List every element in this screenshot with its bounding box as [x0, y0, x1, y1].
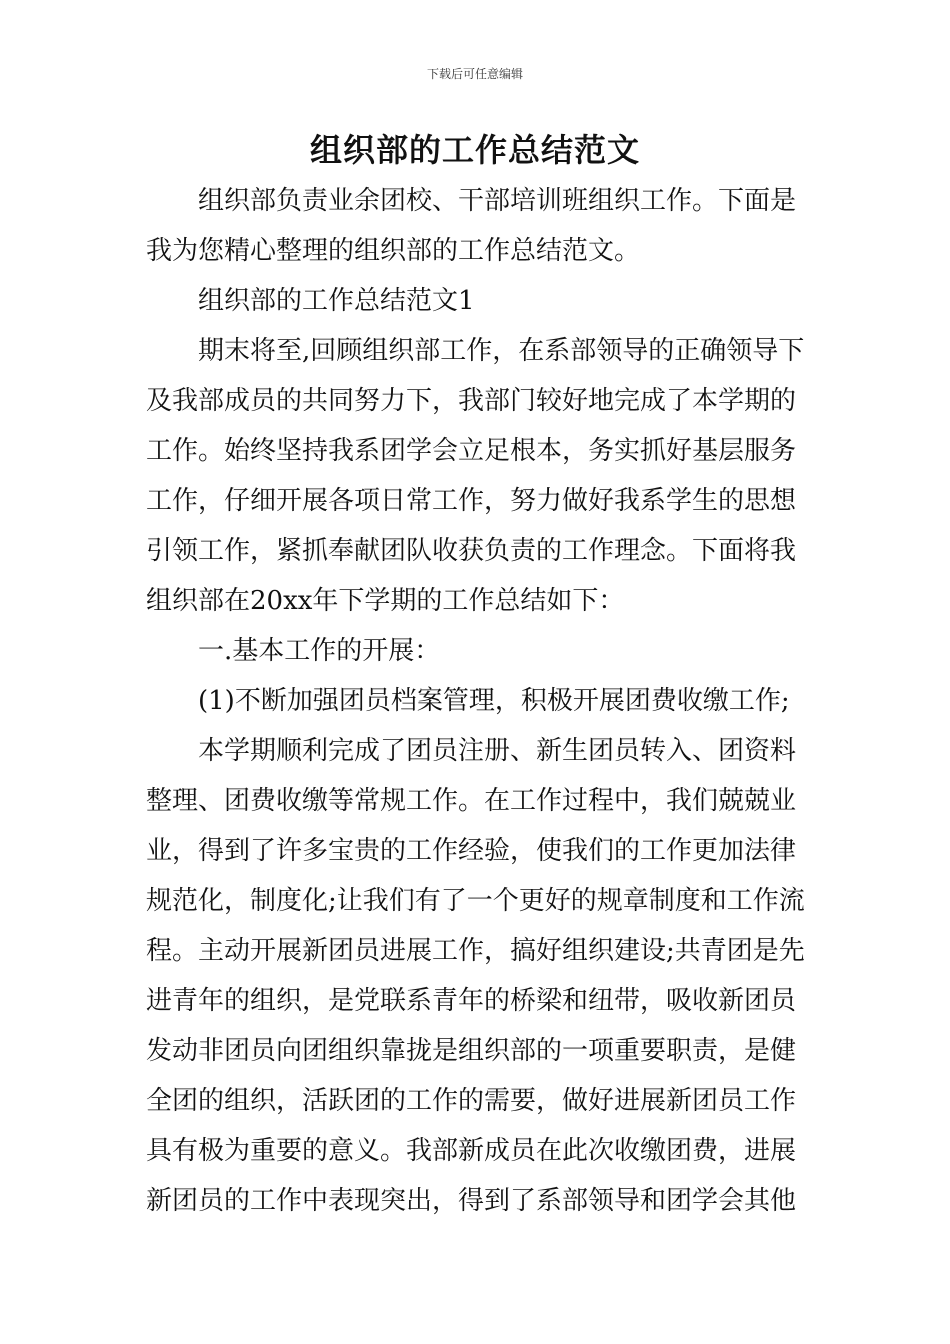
body-line: 新团员的工作中表现突出，得到了系部领导和团学会其他: [146, 1186, 797, 1216]
body-line: 组织部的工作总结范文1: [198, 286, 475, 316]
body-line: 本学期顺利完成了团员注册、新生团员转入、团资料: [198, 736, 797, 766]
body-line: 一.基本工作的开展：: [198, 636, 441, 666]
body-line: 期末将至,回顾组织部工作，在系部领导的正确领导下: [198, 336, 805, 366]
header-note: 下载后可任意编辑: [426, 67, 523, 81]
body-line: 组织部在20xx年下学期的工作总结如下：: [146, 586, 625, 616]
body-line: 引领工作，紧抓奉献团队收获负责的工作理念。下面将我: [146, 536, 797, 566]
body-line: 发动非团员向团组织靠拢是组织部的一项重要职责，是健: [146, 1036, 797, 1066]
body-line: 工作，仔细开展各项日常工作，努力做好我系学生的思想: [146, 486, 797, 516]
body-line: 全团的组织，活跃团的工作的需要，做好进展新团员工作: [146, 1086, 797, 1116]
body-line: 及我部成员的共同努力下，我部门较好地完成了本学期的: [146, 386, 797, 416]
document-title: 组织部的工作总结范文: [309, 131, 640, 169]
document-body: [146, 176, 806, 1226]
body-line: 具有极为重要的意义。我部新成员在此次收缴团费，进展: [146, 1136, 797, 1166]
body-line: (1)不断加强团员档案管理，积极开展团费收缴工作;: [198, 686, 790, 716]
body-line: 工作。始终坚持我系团学会立足根本，务实抓好基层服务: [146, 436, 797, 466]
body-line: 规范化，制度化;让我们有了一个更好的规章制度和工作流: [146, 886, 805, 916]
body-line: 组织部负责业余团校、干部培训班组织工作。下面是: [198, 186, 797, 216]
body-line: 程。主动开展新团员进展工作，搞好组织建设;共青团是先: [146, 936, 805, 966]
body-line: 业，得到了许多宝贵的工作经验，使我们的工作更加法律: [146, 836, 797, 866]
body-line: 整理、团费收缴等常规工作。在工作过程中，我们兢兢业: [146, 786, 797, 816]
body-line: 进青年的组织，是党联系青年的桥梁和纽带，吸收新团员: [146, 986, 797, 1016]
body-line: 我为您精心整理的组织部的工作总结范文。: [146, 236, 641, 266]
